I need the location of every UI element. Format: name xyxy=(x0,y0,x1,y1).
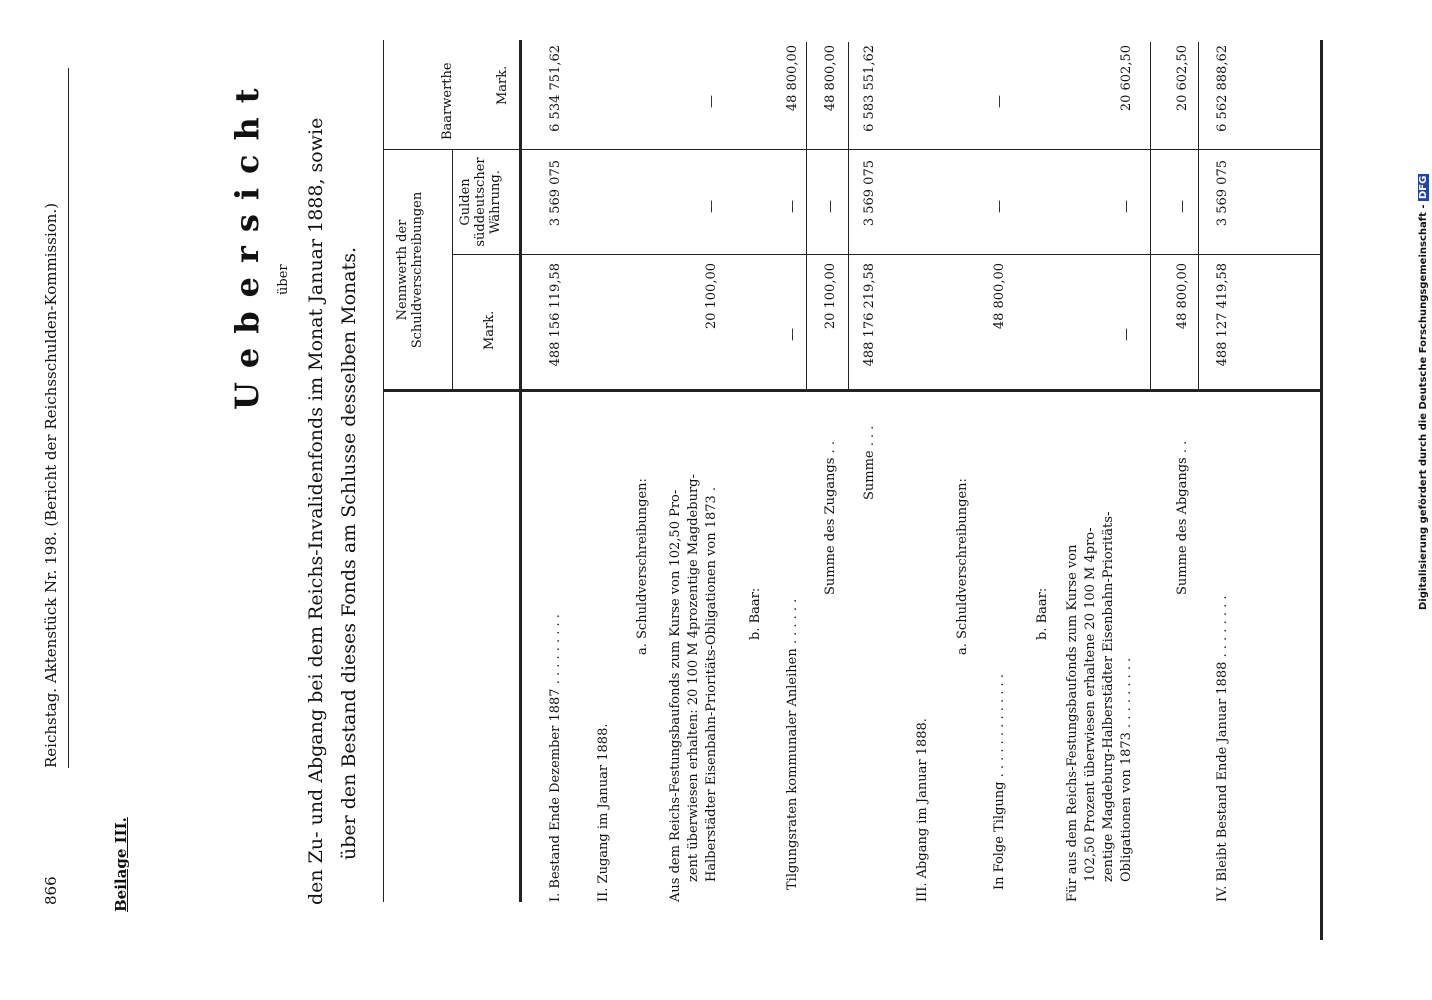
row-label: In Folge Tilgung . . . . . . . . . . . . . xyxy=(992,674,1007,890)
table-header-rule xyxy=(519,40,522,902)
row-baar: 20 602,50 xyxy=(1175,45,1190,112)
row-label: Für aus dem Reichs-Festungsbaufonds zum Kurse von xyxy=(1065,544,1080,902)
sum-rule xyxy=(848,42,849,392)
head-rule xyxy=(68,68,69,768)
row-label: zent überwiesen erhalten: 20 100 M 4prozentige Magdeburg- xyxy=(686,474,701,882)
header-mark: Mark. xyxy=(482,310,497,350)
row-label: IV. Bleibt Bestand Ende Januar 1888 . . . . . . . . xyxy=(1215,595,1230,902)
row-label: Tilgungsraten kommunaler Anleihen . . . . . . xyxy=(785,598,800,890)
heading-line-1: den Zu- und Abgang bei dem Reichs-Invalidenfonds im Monat Januar 1888, sowie xyxy=(305,117,327,905)
page-title: Uebersicht xyxy=(228,74,266,410)
col-sep-label xyxy=(383,389,1323,392)
row-label: Halberstädter Eisenbahn-Prioritäts-Obligationen von 1873 . xyxy=(704,486,719,882)
row-label: Obligationen von 1873 . . . . . . . . . xyxy=(1119,657,1134,882)
row-mark: — xyxy=(1119,328,1134,341)
table-top-rule xyxy=(383,40,384,902)
row-mark: 488 156 119,58 xyxy=(548,263,563,367)
col-sep-gulden-baar xyxy=(383,149,1323,150)
header-gulden: Gulden süddeutscher Währung. xyxy=(458,157,503,247)
dfg-credit xyxy=(1418,174,1429,610)
row-baar: 6 534 751,62 xyxy=(548,45,563,132)
header-nennwerth: Nennwerth der Schuldverschreibungen xyxy=(395,191,425,349)
row-label: a. Schuldverschreibungen: xyxy=(635,478,650,655)
row-gulden: 3 569 075 xyxy=(1215,160,1230,227)
row-label: Summe des Abgangs . . xyxy=(1175,440,1190,595)
sum-rule xyxy=(1198,42,1199,392)
header-baarwerthe: Baarwerthe xyxy=(440,62,455,140)
page-number: 866 xyxy=(42,876,60,905)
row-baar: 48 800,00 xyxy=(823,45,838,112)
row-baar: 20 602,50 xyxy=(1119,45,1134,112)
row-label: b. Baar: xyxy=(748,587,763,640)
row-mark: 488 127 419,58 xyxy=(1215,263,1230,367)
row-label: Aus dem Reichs-Festungsbaufonds zum Kurse von 102,50 Pro- xyxy=(668,489,683,902)
header-baar-mark: Mark. xyxy=(495,65,510,105)
row-mark: 488 176 219,58 xyxy=(862,263,877,367)
dfg-credit-text: Digitalisierung gefördert durch die Deutsche Forschungsgemeinschaft - xyxy=(1418,204,1429,610)
row-baar: — xyxy=(704,95,719,108)
row-gulden: 3 569 075 xyxy=(862,160,877,227)
row-mark: 48 800,00 xyxy=(992,263,1007,330)
row-gulden: — xyxy=(1119,200,1134,213)
row-label: zentige Magdeburg-Halberstädter Eisenbahn-Prioritäts- xyxy=(1101,511,1116,882)
beilage-label: Beilage III. xyxy=(112,817,130,912)
row-label: II. Zugang im Januar 1888. xyxy=(596,723,611,902)
row-mark: 48 800,00 xyxy=(1175,263,1190,330)
row-baar: 48 800,00 xyxy=(785,45,800,112)
row-baar: 6 583 551,62 xyxy=(862,45,877,132)
row-label: 102,50 Prozent überwiesen erhaltene 20 100 M 4pro- xyxy=(1083,527,1098,882)
row-gulden: — xyxy=(704,200,719,213)
row-label: a. Schuldverschreibungen: xyxy=(955,478,970,655)
row-mark: 20 100,00 xyxy=(823,263,838,330)
sum-rule xyxy=(1150,42,1151,392)
row-gulden: — xyxy=(1175,200,1190,213)
sum-rule xyxy=(806,42,807,392)
title-ueber: über xyxy=(276,264,291,295)
row-label: Summe des Zugangs . . xyxy=(823,441,838,595)
running-head: Reichstag. Aktenstück Nr. 198. (Bericht der Reichsschulden-Kommission.) xyxy=(42,202,60,768)
row-mark: 20 100,00 xyxy=(704,263,719,330)
row-baar: — xyxy=(992,95,1007,108)
nennwerth-sub-rule xyxy=(452,150,453,392)
row-label: Summe . . . xyxy=(862,425,877,500)
row-label: I. Bestand Ende Dezember 1887 . . . . . . . . . xyxy=(548,614,563,902)
dfg-logo: DFG xyxy=(1418,175,1429,199)
table-bottom-rule xyxy=(1320,40,1323,940)
col-sep-mark-gulden xyxy=(452,254,1322,255)
row-gulden: — xyxy=(992,200,1007,213)
row-label: b. Baar: xyxy=(1035,587,1050,640)
row-label: III. Abgang im Januar 1888. xyxy=(915,718,930,902)
row-gulden: — xyxy=(823,200,838,213)
sum-bracket xyxy=(1150,389,1160,392)
row-mark: — xyxy=(785,328,800,341)
heading-line-2: über den Bestand dieses Fonds am Schlusse desselben Monats. xyxy=(338,246,360,860)
row-gulden: — xyxy=(785,200,800,213)
row-baar: 6 562 888,62 xyxy=(1215,45,1230,132)
row-gulden: 3 569 075 xyxy=(548,160,563,227)
